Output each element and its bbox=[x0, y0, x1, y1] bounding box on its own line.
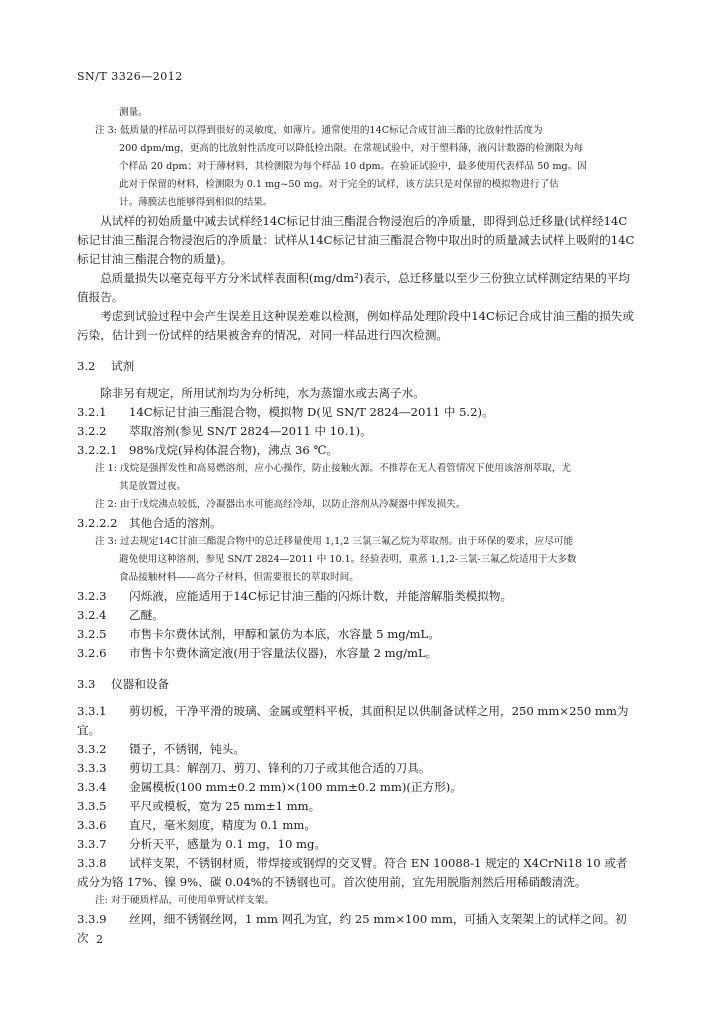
item-number: 3.3.1 bbox=[77, 704, 107, 718]
note-line: 此对于保留的材料，检测限为 0.1 mg~50 mg。对于完全的试样，该方法只是对保留的模拟物进行了估 bbox=[119, 179, 559, 190]
list-item bbox=[77, 422, 637, 441]
list-item bbox=[77, 816, 637, 835]
item-number: 3.3.6 bbox=[77, 818, 107, 832]
item-number: 3.2.2.1 bbox=[77, 443, 118, 457]
note-line: 计。薄膜法也能够得到相似的结果。 bbox=[119, 197, 273, 208]
item-number: 3.2.2 bbox=[77, 424, 107, 438]
note-line: 过去规定14C甘油三酯混合物中的总迁移量使用 1,1,2 三氯三氟乙烷为萃取剂。由于环保的要求，应尽可能 bbox=[120, 536, 574, 547]
item-number: 3.3.5 bbox=[77, 799, 107, 813]
item-text: 剪切工具：解剖刀、剪刀、锋利的刀子或其他合适的刀具。 bbox=[129, 761, 431, 775]
list-item bbox=[77, 759, 637, 778]
note-label: 注: bbox=[95, 895, 108, 906]
list-item bbox=[77, 441, 637, 460]
list-item bbox=[77, 644, 637, 663]
paragraph-total-migration: 从试样的初始质量中减去试样经14C标记甘油三酯混合物浸泡后的净质量，即得到总迁移量(试样经14C标记甘油三酯混合物浸泡后的净质量：试样从14C标记甘油三酯混合物中取出时的质量减去试样上吸附的14C标记甘油三酯混合物的质量)。 bbox=[77, 214, 635, 266]
item-number: 3.2.6 bbox=[77, 646, 107, 660]
note-3-top bbox=[77, 122, 637, 140]
item-text: 平尺或模板，宽为 25 mm±1 mm。 bbox=[129, 799, 321, 813]
item-number: 3.3.8 bbox=[77, 856, 107, 870]
note-line: 200 dpm/mg，更高的比放射性活度可以降低检出限。在常规试验中，对于塑料薄，液闪计数器的检测限为每 bbox=[119, 143, 584, 154]
section-title: 仪器和设备 bbox=[111, 677, 169, 691]
list-item bbox=[77, 778, 637, 797]
list-item bbox=[77, 625, 637, 644]
list-item bbox=[77, 910, 637, 948]
note-solvent bbox=[77, 533, 637, 551]
list-item bbox=[77, 702, 637, 740]
note-label: 注 3: bbox=[95, 125, 117, 136]
note-line: 其是放置过夜。 bbox=[119, 481, 187, 492]
item-text: 镊子，不锈钢，钝头。 bbox=[129, 742, 245, 756]
list-item bbox=[77, 606, 637, 625]
item-text: 剪切板，干净平滑的玻璃、金属或塑料平板，其面积足以供制备试样之用，250 mm×250 mm为宜。 bbox=[77, 704, 629, 737]
item-text: 闪烁液，应能适用于14C标记甘油三酯的闪烁计数，并能溶解脂类模拟物。 bbox=[129, 589, 513, 603]
note-label: 注 2: bbox=[95, 499, 117, 510]
item-number: 3.3.7 bbox=[77, 837, 107, 851]
item-text: 98%戊烷(异构体混合物)，沸点 36 ℃。 bbox=[129, 443, 339, 457]
item-text: 萃取溶剂(参见 SN/T 2824—2011 中 10.1)。 bbox=[129, 424, 372, 438]
item-text: 试样支架，不锈钢材质，带焊接或钢焊的交叉臂。符合 EN 10088-1 规定的 X4CrNi18 10 或者成分为铬 17%、镍 9%、碳 0.04%的不锈钢也可。首次使用前，宜先用脱脂剂然后用稀硝酸清洗。 bbox=[77, 856, 628, 889]
note-pentane-2 bbox=[77, 496, 637, 514]
section-heading-3-2 bbox=[77, 357, 637, 376]
page-number: 2 bbox=[96, 933, 103, 946]
note-continuation: 测量。 bbox=[119, 107, 148, 118]
note-holder bbox=[77, 892, 637, 910]
document-body bbox=[77, 104, 637, 948]
list-item bbox=[77, 403, 637, 422]
paragraph-four-tests: 考虑到试验过程中会产生误差且这种误差难以检测，例如样品处理阶段中14C标记合成甘油三酯的损失或污染，估计到一份试样的结果被舍弃的情况，对同一样品进行四次检测。 bbox=[77, 309, 634, 342]
list-item bbox=[77, 514, 637, 533]
item-text: 市售卡尔费休试剂，甲醇和氯仿为本底，水容量 5 mg/mL。 bbox=[129, 627, 440, 641]
note-label: 注 1: bbox=[95, 463, 117, 474]
list-item bbox=[77, 835, 637, 854]
item-number: 3.2.5 bbox=[77, 627, 107, 641]
note-line: 对于硬质样品，可使用单臂试样支架。 bbox=[110, 895, 274, 906]
note-line: 食品接触材料——高分子材料，但需要很长的萃取时间。 bbox=[119, 572, 359, 583]
note-label: 注 3: bbox=[95, 536, 117, 547]
item-text: 乙醚。 bbox=[129, 608, 164, 622]
item-number: 3.3.3 bbox=[77, 761, 107, 775]
item-text: 14C标记甘油三酯混合物，模拟物 D(见 SN/T 2824—2011 中 5.2)。 bbox=[129, 405, 494, 419]
list-item bbox=[77, 740, 637, 759]
section-number: 3.2 bbox=[77, 359, 96, 373]
item-number: 3.3.4 bbox=[77, 780, 107, 794]
note-line: 戊烷是强挥发性和高易燃溶剂，应小心操作，防止接触火源。不推荐在无人看管情况下使用该溶剂萃取，尤 bbox=[120, 463, 571, 474]
reagents-intro: 除非另有规定，所用试剂均为分析纯，水为蒸馏水或去离子水。 bbox=[100, 386, 425, 400]
list-item bbox=[77, 854, 637, 892]
paragraph-mass-loss: 总质量损失以毫克每平方分米试样表面积(mg/dm²)表示，总迁移量以至少三份独立试样测定结果的平均值报告。 bbox=[77, 271, 630, 304]
note-line: 由于戊烷沸点较低，冷凝器出水可能高经冷却，以防止溶剂从冷凝器中挥发损失。 bbox=[120, 499, 466, 510]
item-text: 分析天平，感量为 0.1 mg，10 mg。 bbox=[129, 837, 327, 851]
page-header: SN/T 3326—2012 bbox=[77, 70, 183, 83]
item-number: 3.2.2.2 bbox=[77, 516, 118, 530]
section-number: 3.3 bbox=[77, 677, 96, 691]
item-number: 3.2.1 bbox=[77, 405, 107, 419]
note-pentane-1 bbox=[77, 460, 637, 478]
item-text: 金属模板(100 mm±0.2 mm)×(100 mm±0.2 mm)(正方形)。 bbox=[129, 780, 462, 794]
item-text: 丝网，细不锈钢丝网，1 mm 网孔为宜，约 25 mm×100 mm，可插入支架架上的试样之间。初次 bbox=[77, 912, 627, 945]
note-line: 避免使用这种溶剂，参见 SN/T 2824—2011 中 10.1。经验表明，重蒸 1,1,2-三氯-三氟乙烷适用于大多数 bbox=[119, 554, 577, 565]
item-number: 3.3.2 bbox=[77, 742, 107, 756]
note-line: 低质量的样品可以得到很好的灵敏度，如薄片。通常使用的14C标记合成甘油三酯的比放射性活度为 bbox=[120, 125, 543, 136]
item-number: 3.3.9 bbox=[77, 912, 107, 926]
section-title: 试剂 bbox=[111, 359, 135, 373]
item-text: 市售卡尔费休滴定液(用于容量法仪器)，水容量 2 mg/mL。 bbox=[129, 646, 438, 660]
item-number: 3.2.4 bbox=[77, 608, 107, 622]
item-text: 直尺，毫米刻度，精度为 0.1 mm。 bbox=[129, 818, 316, 832]
note-line: 个样品 20 dpm；对于薄材料，其检测限为每个样品 10 dpm。在验证试验中，最多使用代表样品 50 mg。因 bbox=[119, 161, 587, 172]
list-item bbox=[77, 587, 637, 606]
list-item bbox=[77, 797, 637, 816]
section-heading-3-3 bbox=[77, 675, 637, 694]
item-text: 其他合适的溶剂。 bbox=[129, 516, 222, 530]
item-number: 3.2.3 bbox=[77, 589, 107, 603]
